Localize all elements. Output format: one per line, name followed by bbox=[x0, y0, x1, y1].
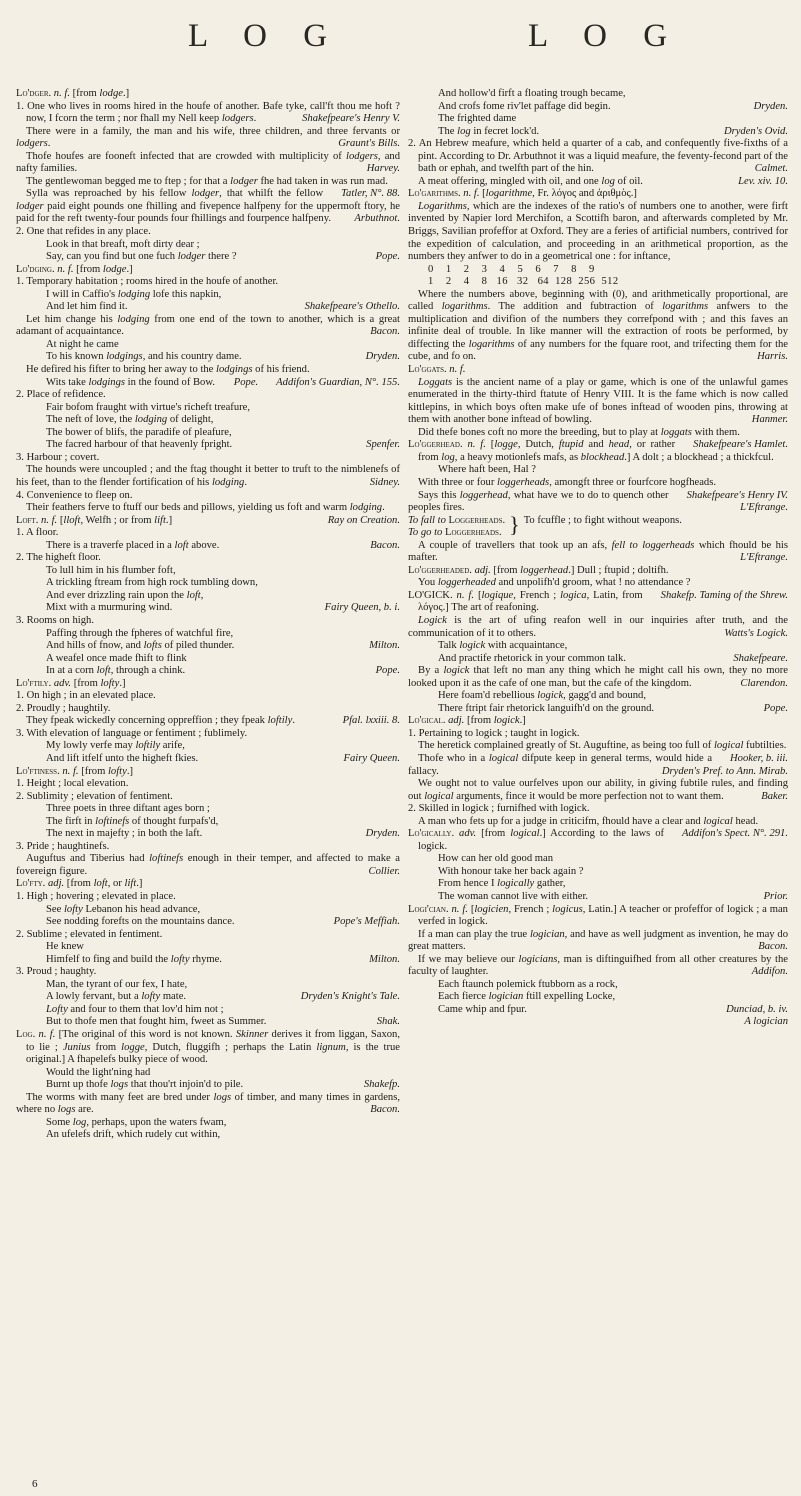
verse-quote: Mixt with a murmuring wind. Fairy Queen, b. i. bbox=[46, 602, 400, 614]
quotation: Thofe houfes are fooneft infected that are crowded with multiplicity of lodgers, and nafty families. Harvey. bbox=[16, 150, 400, 175]
entry-line: 2. Sublimity ; elevation of fentiment. bbox=[16, 790, 173, 802]
verse-quote: Talk logick with acquaintance, bbox=[438, 640, 568, 652]
entry-line: Lo'ggerheaded. adj. [from loggerhead.] Dull ; ftupid ; doltifh. bbox=[408, 564, 669, 576]
quotation: Where the numbers above, beginning with (0), and arithmetically proportional, are called logarithms. The addition and fubtraction of logarithms anfwers to the multiplication and divifion of the numbers they correfpond with ; and this faves an infinite deal of trouble. In like manner will the extraction of roots be performed, by diffecting the logarithms of any numbers for the fquare root, and trifecting them for the cube, and fo on. Harris. bbox=[408, 288, 789, 363]
left-column bbox=[16, 88, 400, 1142]
verse-quote: And hills of fnow, and lofts of piled thunder. Milton. bbox=[46, 640, 400, 652]
header-right: L O G bbox=[528, 18, 682, 54]
verse-quote: Paffing through the fpheres of watchful fire, bbox=[46, 627, 234, 639]
verse-quote: A logician bbox=[744, 1016, 788, 1028]
entry-line: Lo'dging. n. f. [from lodge.] bbox=[16, 263, 133, 275]
quotation: Auguftus and Tiberius had loftinefs enough in their temper, and affected to make a fovereign figure. Collier. bbox=[16, 853, 400, 877]
quotation: With three or four loggerheads, amongft three or fourfcore hogfheads. Shakefpeare's Henry IV. bbox=[418, 476, 788, 501]
running-header bbox=[0, 18, 801, 68]
verse-quote: Fair bofom fraught with virtue's richeft treafure, bbox=[46, 401, 251, 413]
entry-line: 1. One who lives in rooms hired in the houfe of another. Bafe tyke, call'ft thou me hoft ? now, I fcorn the term ; nor fhall my Nell keep lodgers. Shakefpeare's Henry V. bbox=[16, 100, 400, 125]
verse-quote: There is a traverfe placed in a loft above. Bacon. bbox=[46, 539, 400, 551]
verse-quote: And let him find it. Shakefpeare's Othello. bbox=[46, 301, 400, 313]
verse-quote: A weafel once made fhift to flink bbox=[46, 652, 187, 664]
quotation: If we may believe our logicians, man is diftinguifhed from all other creatures by the faculty of laughter. Addifon. bbox=[408, 953, 789, 978]
entry-line: Lo'garithms. n. f. [logarithme, Fr. λόγος and ἀριθμὸς.] bbox=[408, 188, 637, 200]
verse-quote: But to thofe men that fought him, fweet as Summer. Shak. bbox=[46, 1016, 400, 1028]
page-number: 6 bbox=[32, 1478, 38, 1490]
entry-line: 2. Place of refidence. bbox=[16, 389, 106, 401]
entry-line: 1. High ; hovering ; elevated in place. bbox=[16, 891, 176, 902]
quotation: Says this loggerhead, what have we to do to quench other peoples fires. L'Eftrange. bbox=[408, 489, 788, 514]
verse-quote: My lowly verfe may loftily arife, bbox=[46, 740, 185, 752]
verse-quote: To his known lodgings, and his country dame. Dryden. bbox=[46, 351, 400, 363]
quotation: Loggats is the ancient name of a play or game, which is one of the unlawful games enumerated in the thirty-third ftatute of Henry VIII. It is the fame which is now called kittlepins, in which boys often make ufe of bones inftead of wooden pins, throwing at them with another bone inftead of bowling. Hanmer. bbox=[408, 376, 788, 426]
quotation: Sylla was reproached by his fellow lodger, that whilft the fellow lodger paid eight pounds one fhilling and fivepence halfpeny for the uppermoft ftory, he paid for the reft twenty-four pounds four fhillings and fourpence halfpeny. Arbuthnot. bbox=[16, 188, 400, 225]
entry-line: Logi'cian. n. f. [logicien, French ; logicus, Latin.] A teacher or profeffor of logick ; a man verfed in logick. bbox=[408, 903, 788, 928]
verse-quote: Wits take lodgings in the found of Bow. Pope. bbox=[46, 376, 259, 388]
entry-line: 1. A floor. bbox=[16, 527, 59, 539]
entry-line: Lo'dger. n. f. [from lodge.] bbox=[16, 88, 130, 99]
entry-line: Log. n. f. [The original of this word is not known. Skinner derives it from liggan, Saxon, to lie ; Junius from logge, Dutch, fluggifh ; perhaps the Latin lignum, is the true original.] A fhapelefs bulky piece of wood. bbox=[16, 1029, 401, 1066]
verse-quote: From hence I logically gather, bbox=[438, 878, 566, 890]
verse-quote: The log in fecret lock'd. Dryden's Ovid. bbox=[438, 125, 788, 137]
entry-line: Lo'fty. adj. [from loft, or lift.] bbox=[16, 878, 143, 890]
quotation: Let him change his lodging from one end of the town to another, which is a great adamant of acquaintance. Bacon. bbox=[16, 313, 400, 338]
verse-quote: At night he came bbox=[46, 338, 119, 350]
entry-line: 2. The higheft floor. bbox=[16, 552, 101, 564]
quotation: You loggerheaded and unpolifh'd groom, what ! no attendance ? Shakefp. Taming of the Shrew. bbox=[418, 577, 788, 601]
entry-line: 3. Harbour ; covert. bbox=[16, 451, 100, 463]
entry-line: 4. Convenience to fleep on. bbox=[16, 489, 133, 501]
phrase-entry: To fall to Loggerheads. To go to Loggerheads. } To fcuffle ; to fight without weapons. bbox=[408, 511, 682, 539]
entry-line: 1. Pertaining to logick ; taught in logick. bbox=[408, 727, 580, 739]
entry-line: Lo'ggats. n. f. bbox=[408, 364, 466, 376]
verse-quote: With honour take her back again ? bbox=[438, 865, 584, 877]
entry-line: 3. Proud ; haughty. bbox=[16, 966, 97, 978]
entry-line: Loft. n. f. [lloft, Welfh ; or from lift.] bbox=[16, 514, 173, 526]
entry-line: 3. With elevation of language or fentiment ; fublimely. bbox=[16, 727, 248, 739]
verse-quote: Each fierce logician ftill expelling Locke, bbox=[438, 991, 616, 1003]
quotation: A meat offering, mingled with oil, and one log of oil. Lev. xiv. 10. bbox=[418, 175, 788, 187]
entry-line: 3. Rooms on high. bbox=[16, 614, 94, 626]
verse-quote: And lift itfelf unto the higheft fkies. Fairy Queen. bbox=[46, 752, 400, 764]
verse-quote: Man, the tyrant of our fex, I hate, bbox=[46, 978, 188, 990]
entry-line: 2. An Hebrew meafure, which held a quarter of a cab, and confequently five-fixths of a pint. According to Dr. Arbuthnot it was a liquid meafure, the feventy-fecond part of the bath or ephah, and twelfth part of the hin. Calmet. bbox=[408, 138, 788, 175]
entry-line: Lo'ftily. adv. [from lofty.] bbox=[16, 677, 126, 689]
verse-quote: I will in Caffio's lodging lofe this napkin, bbox=[46, 288, 222, 300]
quotation: The heretick complained greatly of St. Auguftine, as being too full of logical fubtilties. Hooker, b. iii. bbox=[418, 740, 788, 764]
verse-quote: In at a corn loft, through a chink. Pope. bbox=[46, 665, 400, 677]
verse-quote: The neft of love, the lodging of delight, bbox=[46, 414, 214, 426]
verse-quote: The frighted dame bbox=[438, 113, 517, 125]
verse-quote: The next in majefty ; in both the laft. Dryden. bbox=[46, 828, 400, 840]
quotation: Thofe who in a logical difpute keep in general terms, would hide a fallacy. Dryden's Pref. to Ann. Mirab. bbox=[408, 752, 788, 777]
entry-line: 1. Temporary habitation ; rooms hired in the houfe of another. bbox=[16, 276, 279, 288]
entry-line: Lo'gical. adj. [from logick.] bbox=[408, 715, 526, 727]
verse-quote: And practife rhetorick in your common talk. Shakefpeare. bbox=[438, 652, 788, 664]
quotation: There were in a family, the man and his wife, three children, and three fervants or lodgers. Graunt's Bills. bbox=[16, 125, 400, 150]
verse-quote: And crofs fome riv'let paffage did begin. Dryden. bbox=[438, 100, 788, 112]
verse-quote: Would the light'ning had bbox=[46, 1066, 151, 1078]
verse-quote: How can her old good man bbox=[438, 853, 554, 865]
quotation: The gentlewoman begged me to ftep ; for that a lodger fhe had taken in was run mad. Tatler, N°. 88. bbox=[26, 175, 400, 200]
verse-quote: And hollow'd firft a floating trough became, bbox=[438, 88, 626, 99]
entry-line: 1. Height ; local elevation. bbox=[16, 778, 129, 790]
verse-quote: See nodding forefts on the mountains dance. Pope's Meffiah. bbox=[46, 916, 400, 928]
entry-line: Lo'ftiness. n. f. [from lofty.] bbox=[16, 765, 133, 777]
verse-quote: See lofty Lebanon his head advance, bbox=[46, 903, 201, 915]
entry-line: Lo'ggerhead. n. f. [logge, Dutch, ftupid and head, or rather from log, a heavy motionlefs mafs, as blockhead.] A dolt ; a blockhead ; a thickfcul. bbox=[408, 439, 774, 463]
verse-quote: To lull him in his flumber foft, bbox=[46, 564, 176, 576]
right-column bbox=[408, 88, 788, 1029]
quotation: The worms with many feet are bred under logs of timber, and many times in gardens, where no logs are. Bacon. bbox=[16, 1091, 400, 1116]
quotation: Their feathers ferve to ftuff our beds and pillows, yielding us foft and warm lodging. Ray on Creation. bbox=[26, 502, 400, 526]
entry-line: 2. Sublime ; elevated in fentiment. bbox=[16, 928, 163, 940]
verse-quote: An ufelefs drift, which rudely cut within, bbox=[46, 1129, 221, 1141]
verse-quote: The firft in loftinefs of thought furpafs'd, bbox=[46, 815, 219, 827]
verse-quote: Here foam'd rebellious logick, gagg'd and bound, bbox=[438, 690, 646, 702]
entry-line: 2. Skilled in logick ; furnifhed with logick. bbox=[408, 803, 590, 815]
quotation: They fpeak wickedly concerning oppreffion ; they fpeak loftily. Pfal. lxxiii. 8. bbox=[26, 715, 400, 727]
entry-line: 1. On high ; in an elevated place. bbox=[16, 690, 156, 702]
verse-quote: Look in that breaft, moft dirty dear ; bbox=[46, 238, 200, 250]
verse-quote: Where haft been, Hal ? bbox=[438, 464, 536, 476]
verse-quote: There ftript fair rhetorick languifh'd on the ground. Pope. bbox=[438, 702, 788, 714]
verse-quote: And ever drizzling rain upon the loft, bbox=[46, 589, 204, 601]
header-left: L O G bbox=[188, 18, 342, 54]
verse-quote: A trickling ftream from high rock tumbling down, bbox=[46, 577, 258, 589]
verse-quote: Each ftaunch polemick ftubborn as a rock, bbox=[438, 978, 618, 990]
verse-quote: Came whip and fpur. Dunciad, b. iv. bbox=[438, 1003, 788, 1015]
quotation: Logick is the art of ufing reafon well in our inquiries after truth, and the communication of it to others. Watts's Logick. bbox=[408, 614, 788, 639]
verse-quote: Lofty and four to them that lov'd him not ; bbox=[46, 1003, 224, 1015]
quotation: The hounds were uncoupled ; and the ftag thought it better to truft to the nimblenefs of his feet, than to the flender fortification of his lodging. Sidney. bbox=[16, 464, 400, 488]
quotation: If a man can play the true logician, and have as well judgment as invention, he may do great matters. Bacon. bbox=[408, 928, 788, 953]
quotation: He defired his fifter to bring her away to the lodgings of his friend. Addifon's Guardian, N°. 155. bbox=[26, 364, 400, 388]
quotation: By a logick that left no man any thing which he might call his own, they no more looked upon it as the cafe of one man, but the cafe of the kingdom. Clarendon. bbox=[408, 665, 788, 689]
quotation: A couple of travellers that took up an afs, fell to loggerheads which fhould be his mafter. L'Eftrange. bbox=[408, 539, 788, 564]
verse-quote: He knew bbox=[46, 941, 84, 953]
entry-line: Lo'gically. adv. [from logical.] According to the laws of logick. bbox=[408, 828, 665, 852]
verse-quote: The facred harbour of that heavenly fpright. Spenfer. bbox=[46, 439, 400, 451]
entry-line: LO'GICK. n. f. [logique, French ; logica, Latin, from λόγος.] The art of reafoning. bbox=[408, 589, 643, 614]
entry-line: 2. One that refides in any place. bbox=[16, 226, 151, 238]
verse-quote: Some log, perhaps, upon the waters fwam, bbox=[46, 1116, 227, 1128]
entry-line: 2. Proudly ; haughtily. bbox=[16, 702, 111, 714]
quotation: Logarithms, which are the indexes of the ratio's of numbers one to another, were firft invented by Napier lord Merchifon, a Scottifh baron, and afterwards completed by Mr. Briggs, Savilian profeffor at Oxford. They are a feries of artificial numbers, contrived for the expedition of calculation, and proceeding in an arithmetical proportion, as the numbers they anfwer to do in a geometrical one : for inftance, bbox=[408, 200, 788, 263]
quotation: Did thefe bones coft no more the breeding, but to play at loggats with them. Shakefpeare's Hamlet. bbox=[418, 426, 788, 451]
quotation: We ought not to value ourfelves upon our ability, in giving fubtile rules, and finding out logical arguments, fince it would be more perfection not to want them. Baker. bbox=[408, 778, 788, 802]
verse-quote: The woman cannot live with either. Prior. bbox=[438, 891, 788, 902]
verse-quote: Himfelf to fing and build the lofty rhyme. Milton. bbox=[46, 953, 400, 965]
verse-quote: A lowly fervant, but a lofty mate. Dryden's Knight's Tale. bbox=[46, 991, 400, 1003]
number-row: 0 1 2 3 4 5 6 7 8 9 bbox=[428, 263, 595, 275]
verse-quote: Three poets in three diftant ages born ; bbox=[46, 803, 210, 815]
verse-quote: Burnt up thofe logs that thou'rt injoin'd to pile. Shakefp. bbox=[46, 1079, 400, 1091]
verse-quote: The bower of blifs, the paradife of pleafure, bbox=[46, 426, 232, 438]
entry-line: 3. Pride ; haughtinefs. bbox=[16, 840, 110, 852]
number-row: 1 2 4 8 16 32 64 128 256 512 bbox=[428, 276, 619, 288]
verse-quote: Say, can you find but one fuch lodger there ? Pope. bbox=[46, 251, 400, 263]
quotation: A man who fets up for a judge in criticifm, fhould have a clear and logical head. Addifon's Spect. N°. 291. bbox=[418, 815, 788, 840]
